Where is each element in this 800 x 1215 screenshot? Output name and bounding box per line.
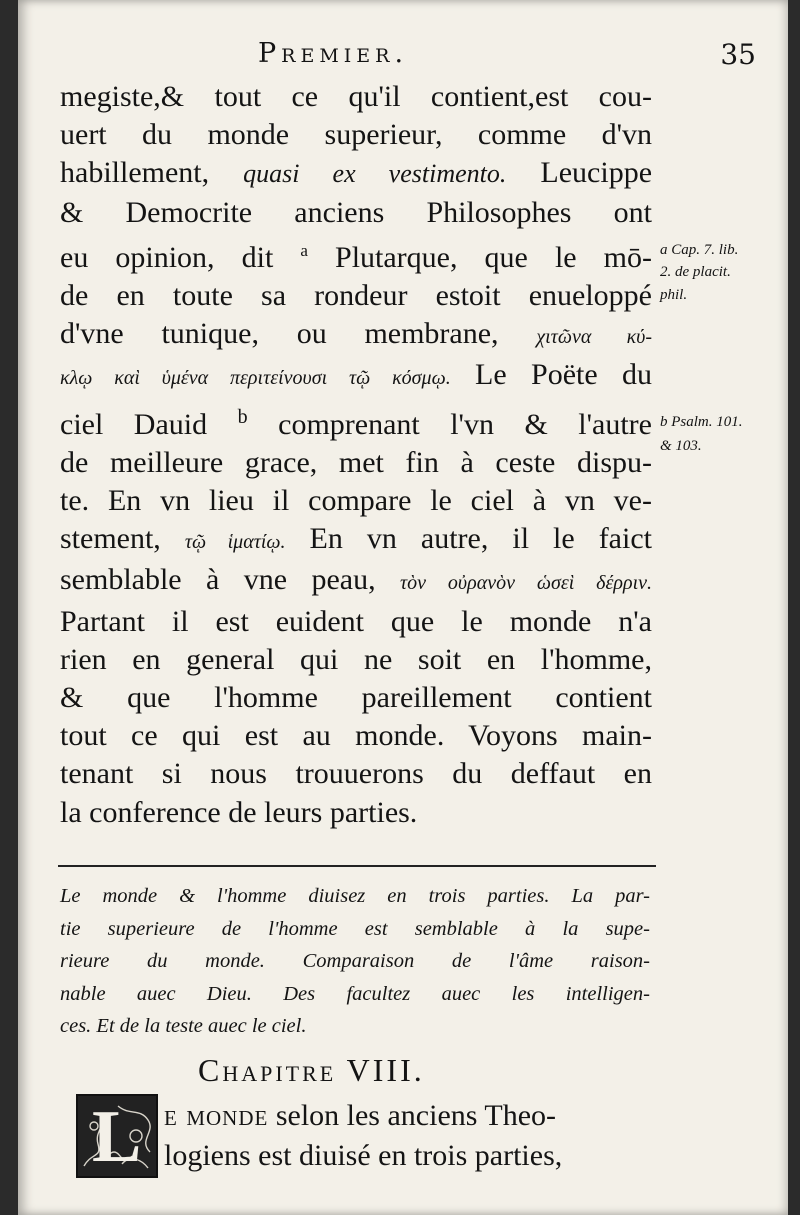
latin-quote: quasi ex vestimento. xyxy=(243,159,507,189)
horizontal-rule xyxy=(58,865,656,867)
text-line: eu opinion, dit $^a$ Plutarque, que le mō- xyxy=(60,240,652,274)
footnote-marker-a: a xyxy=(300,240,308,260)
margin-note: a Cap. 7. lib. xyxy=(660,242,739,258)
text-line: semblable à vne peau, τὸν οὐρανὸν ὡσεὶ δέρριν. xyxy=(60,563,652,597)
summary-line: ces. Et de la teste auec le ciel. xyxy=(60,1015,307,1037)
margin-note: phil. xyxy=(660,287,688,303)
summary-line: Le monde & l'homme diuisez en trois parties. La par- xyxy=(60,885,650,907)
text-line: megiste,& tout ce qu'il contient,est cou- xyxy=(60,80,652,113)
book-page xyxy=(18,0,788,1215)
summary-line: tie superieure de l'homme est semblable à la supe- xyxy=(60,917,650,940)
greek-quote: τὸν οὐρανὸν ὡσεὶ δέρριν. xyxy=(400,572,652,595)
text-line: te. En vn lieu il compare le ciel à vn ve- xyxy=(60,484,652,518)
greek-quote: κλῳ καὶ ὑμένα περιτείνουσι τῷ κόσμῳ. xyxy=(60,367,451,390)
running-head: Premier. xyxy=(258,38,409,69)
text-line: & Democrite anciens Philosophes ont xyxy=(60,195,652,229)
summary-line: nable auec Dieu. Des facultez auec les intelligen- xyxy=(60,982,650,1005)
initial-letter: L xyxy=(92,1096,142,1178)
text-line: stement, τῷ ἱματίῳ. En vn autre, il le faict xyxy=(60,522,652,556)
text-line: & que l'homme pareillement contient xyxy=(60,681,652,715)
page-number: 35 xyxy=(720,38,756,71)
text-line: d'vne tunique, ou membrane, χιτῶνα κύ- xyxy=(60,317,652,351)
chapter-opening xyxy=(164,1096,654,1176)
text-line: Partant il est euident que le monde n'a xyxy=(60,604,652,638)
text-line: uert du monde superieur, comme d'vn xyxy=(60,118,652,152)
text-line: ciel Dauid $^b$ comprenant l'vn & l'autre xyxy=(60,405,652,441)
margin-note: b Psalm. 101. xyxy=(660,414,743,430)
margin-note: 2. de placit. xyxy=(660,264,731,280)
summary-line: rieure du monde. Comparaison de l'âme raison- xyxy=(60,950,650,972)
text-line: rien en general qui ne soit en l'homme, xyxy=(60,642,652,676)
footnote-marker-b: b xyxy=(237,405,248,428)
chapter-title: Chapitre VIII. xyxy=(198,1052,425,1088)
opening-line: e monde selon les anciens Theo- xyxy=(164,1099,557,1132)
body-text xyxy=(60,78,652,832)
chapter-summary xyxy=(60,880,650,1043)
greek-quote: χιτῶνα κύ- xyxy=(536,326,652,349)
text-line: de meilleure grace, met fin à ceste dispu- xyxy=(60,445,652,479)
text-line: habillement, quasi ex vestimento. Leucippe xyxy=(60,156,652,190)
margin-note: & 103. xyxy=(660,438,702,454)
page-header xyxy=(258,38,756,78)
text-line: tout ce qui est au monde. Voyons main- xyxy=(60,719,652,753)
text-line-last: la conference de leurs parties. xyxy=(60,795,418,829)
decorated-initial xyxy=(76,1094,158,1178)
text-line: tenant si nous trouuerons du deffaut en xyxy=(60,757,652,791)
greek-quote: τῷ ἱματίῳ. xyxy=(184,531,286,554)
text-line: de en toute sa rondeur estoit enueloppé xyxy=(60,279,652,313)
opening-line: logiens est diuisé en trois parties, xyxy=(164,1139,563,1172)
text-line: κλῳ καὶ ὑμένα περιτείνουσι τῷ κόσμῳ. Le Poëte du xyxy=(60,358,652,392)
